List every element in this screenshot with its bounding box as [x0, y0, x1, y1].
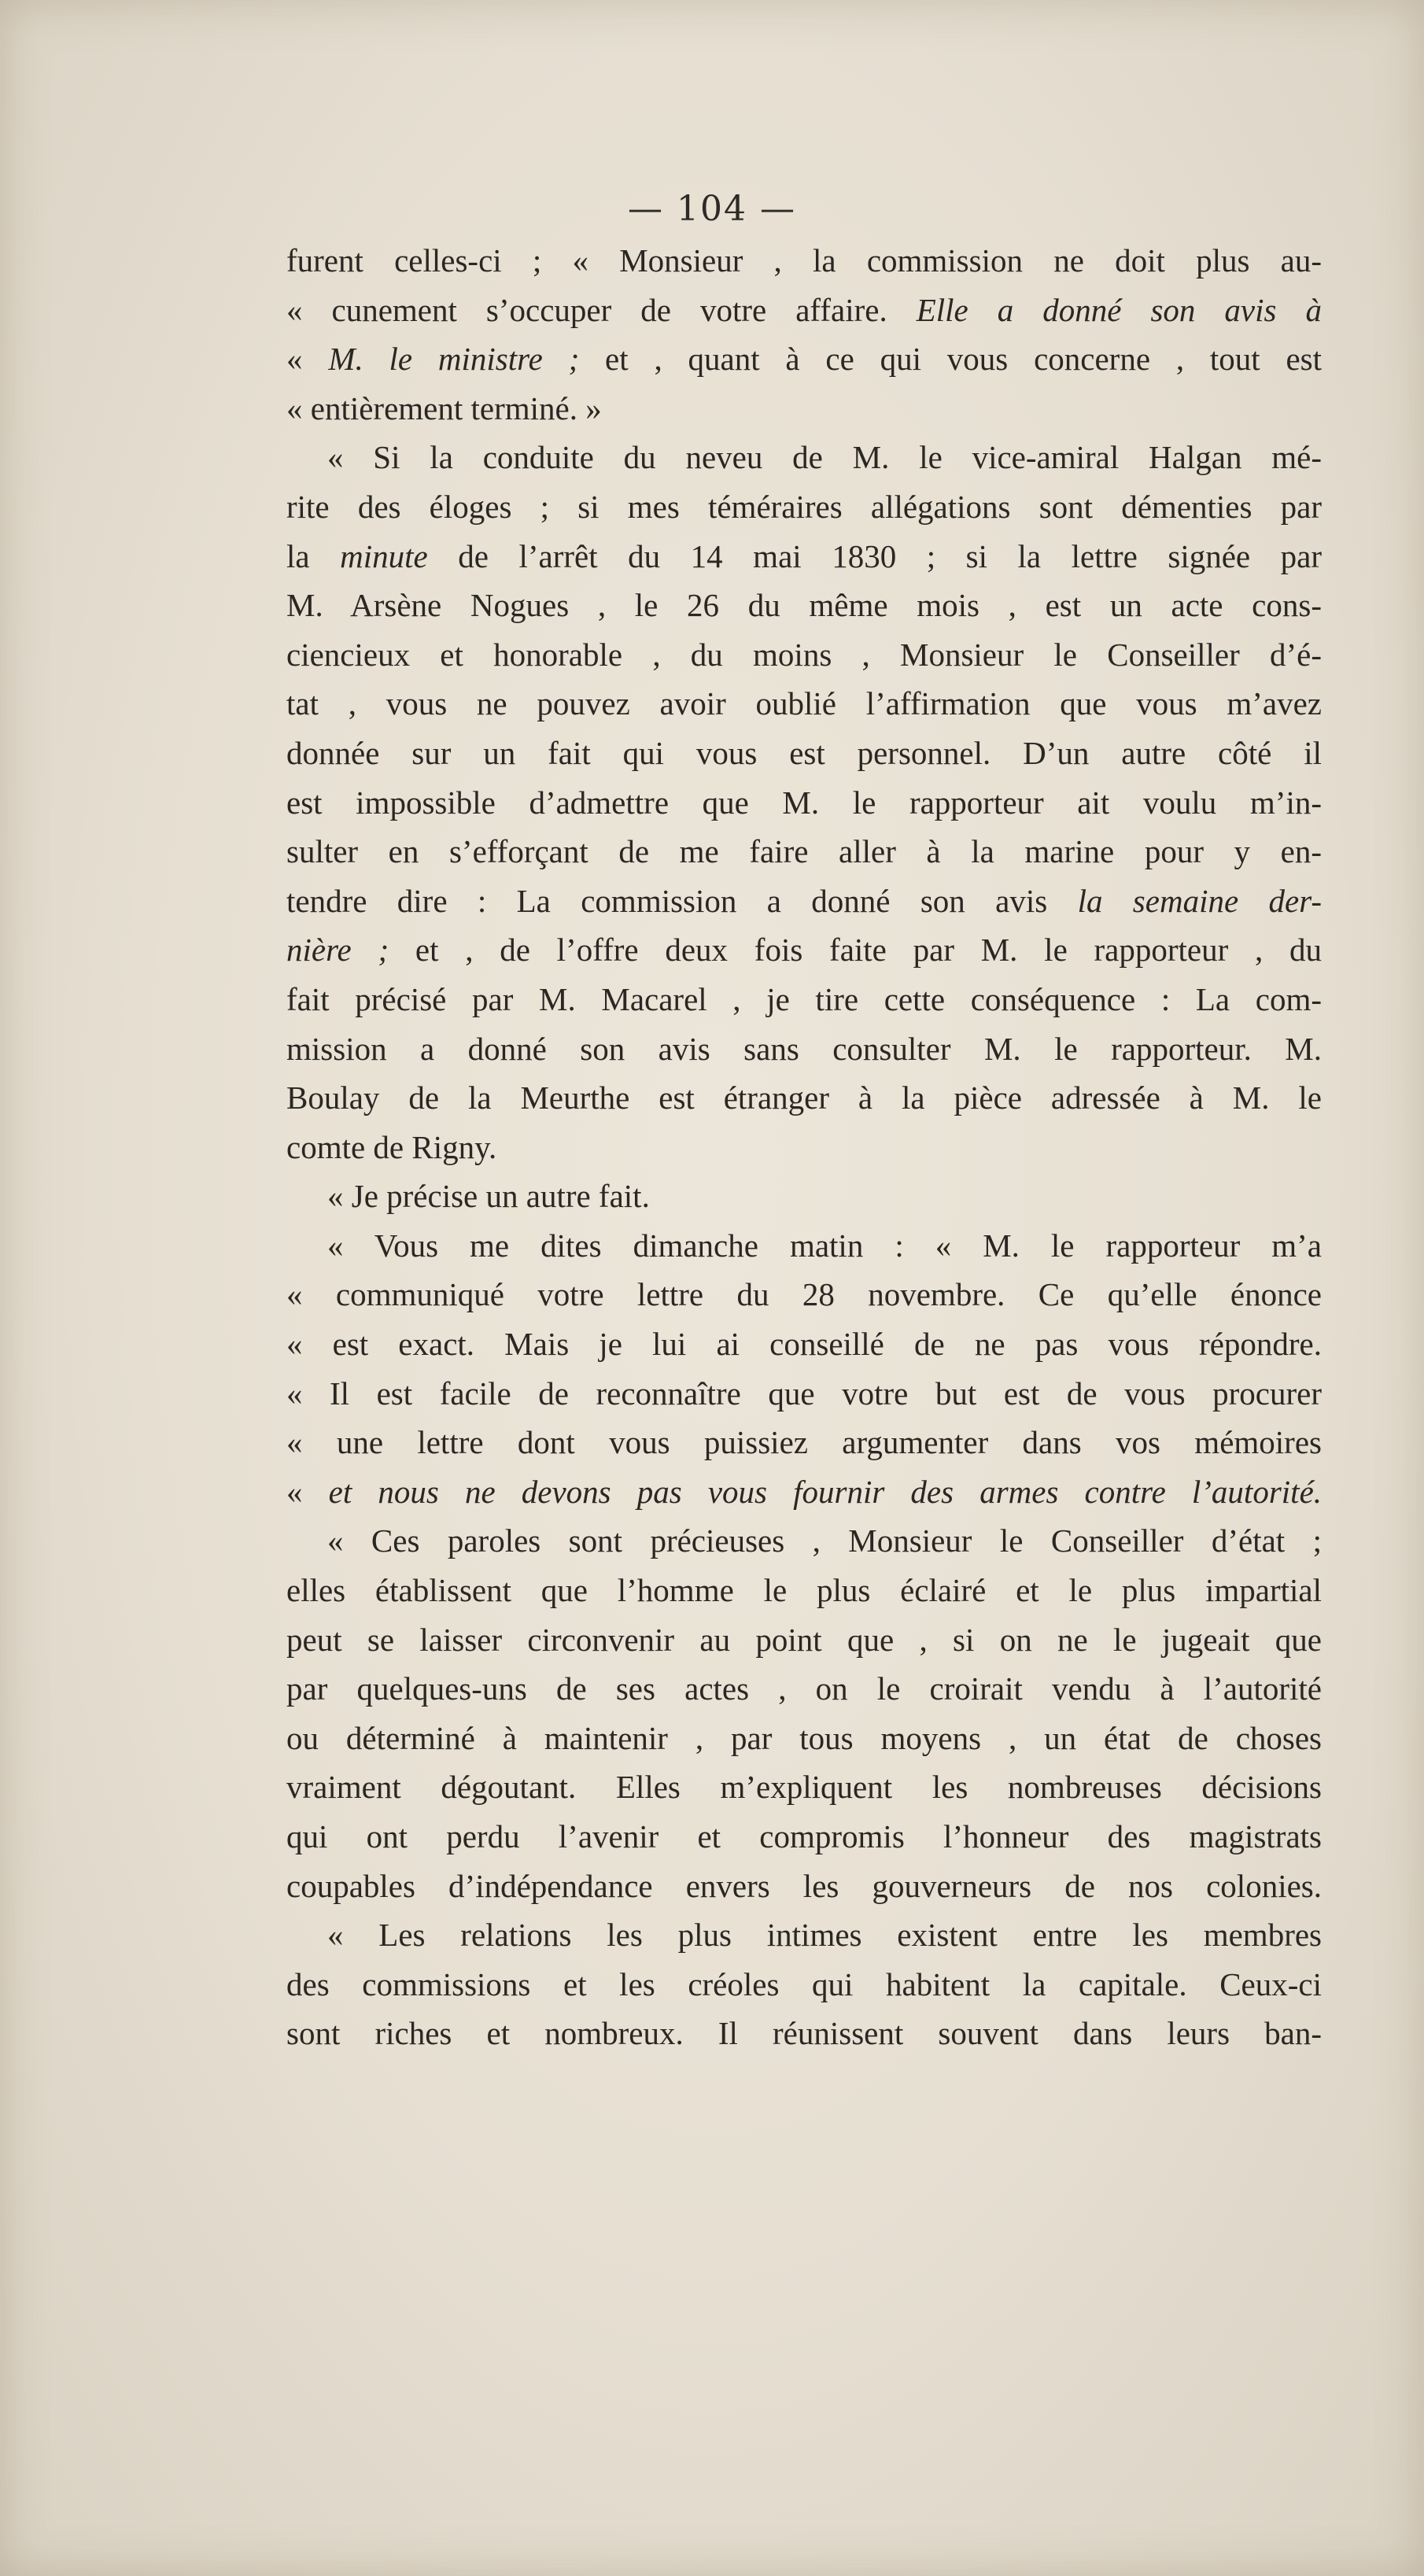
text-line: ou déterminé à maintenir , par tous moyens , un état de choses — [286, 1719, 1322, 1756]
text-line: peut se laisser circonvenir au point que , si on ne le jugeait que — [286, 1621, 1322, 1658]
text-line: mission a donné son avis sans consulter M. le rapporteur. M. — [286, 1030, 1322, 1067]
text-line: M. Arsène Nogues , le 26 du même mois , est un acte cons- — [286, 587, 1322, 624]
text-run: et , quant à ce qui vous concerne , tout est — [579, 341, 1323, 378]
text-line — [286, 532, 1322, 581]
text-line — [286, 877, 1322, 926]
text-line: vraiment dégoutant. Elles m’expliquent les nombreuses décisions — [286, 1769, 1322, 1806]
text-line — [286, 334, 1322, 384]
text-run: de l’arrêt du 14 mai 1830 ; si la lettre signée par — [427, 537, 1322, 574]
italic-text-run: nière ; — [286, 932, 389, 969]
text-line: tat , vous ne pouvez avoir oublié l’affirmation que vous m’avez — [286, 685, 1322, 722]
text-line: elles établissent que l’homme le plus éclairé et le plus impartial — [286, 1572, 1322, 1609]
text-line: « Vous me dites dimanche matin : « M. le rapporteur m’a — [327, 1227, 1322, 1264]
text-run: la — [286, 537, 341, 574]
text-line: fait précisé par M. Macarel , je tire cette conséquence : La com- — [286, 980, 1322, 1017]
text-line — [286, 286, 1322, 335]
text-line: sulter en s’efforçant de me faire aller à la marine pour y en- — [286, 833, 1322, 870]
text-line: sont riches et nombreux. Il réunissent souvent dans leurs ban- — [286, 2015, 1322, 2052]
text-line: donnée sur un fait qui vous est personnel. D’un autre côté il — [286, 734, 1322, 771]
page-number: — 104 — — [628, 189, 796, 229]
text-line — [286, 925, 1322, 975]
text-line: « Je précise un autre fait. — [327, 1178, 650, 1215]
text-run: « cunement s’occuper de votre affaire. — [286, 291, 917, 328]
text-run: « — [286, 341, 329, 378]
text-line: « Si la conduite du neveu de M. le vice-amiral Halgan mé- — [327, 439, 1322, 476]
text-run: tendre dire : La commission a donné son avis — [286, 882, 1078, 919]
text-line: rite des éloges ; si mes téméraires allégations sont démenties par — [286, 488, 1322, 525]
text-line: « Il est facile de reconnaître que votre but est de vous procurer — [286, 1375, 1322, 1412]
text-line: « Ces paroles sont précieuses , Monsieur le Conseiller d’état ; — [327, 1522, 1322, 1559]
text-line: ciencieux et honorable , du moins , Monsieur le Conseiller d’é- — [286, 636, 1322, 673]
italic-text-run: Elle a donné son avis à — [916, 291, 1322, 328]
text-line: est impossible d’admettre que M. le rapporteur ait voulu m’in- — [286, 784, 1322, 821]
italic-text-run: minute — [340, 537, 428, 574]
text-line: Boulay de la Meurthe est étranger à la pièce adressée à M. le — [286, 1079, 1322, 1116]
text-line: « entièrement terminé. » — [286, 389, 602, 426]
text-line: « Les relations les plus intimes existent entre les membres — [327, 1917, 1322, 1954]
text-line: « une lettre dont vous puissiez argumenter dans vos mémoires — [286, 1424, 1322, 1461]
text-line: des commissions et les créoles qui habitent la capitale. Ceux-ci — [286, 1965, 1322, 2002]
text-line: furent celles-ci ; « Monsieur , la commission ne doit plus au- — [286, 242, 1322, 279]
italic-text-run: M. le ministre ; — [328, 341, 580, 378]
italic-text-run: et nous ne devons pas vous fournir des armes contre l’autorité. — [328, 1473, 1323, 1510]
text-run: et , de l’offre deux fois faite par M. le rapporteur , du — [389, 932, 1323, 969]
body-text — [286, 236, 1322, 2058]
text-line — [286, 1467, 1322, 1517]
text-line: par quelques-uns de ses actes , on le croirait vendu à l’autorité — [286, 1670, 1322, 1707]
text-line: « communiqué votre lettre du 28 novembre. Ce qu’elle énonce — [286, 1276, 1322, 1313]
text-run: « — [286, 1473, 329, 1510]
text-line: comte de Rigny. — [286, 1128, 497, 1165]
text-line: qui ont perdu l’avenir et compromis l’honneur des magistrats — [286, 1818, 1322, 1854]
text-line: « est exact. Mais je lui ai conseillé de ne pas vous répondre. — [286, 1326, 1322, 1363]
italic-text-run: la semaine der- — [1077, 882, 1322, 919]
text-line: coupables d’indépendance envers les gouverneurs de nos colonies. — [286, 1867, 1322, 1904]
